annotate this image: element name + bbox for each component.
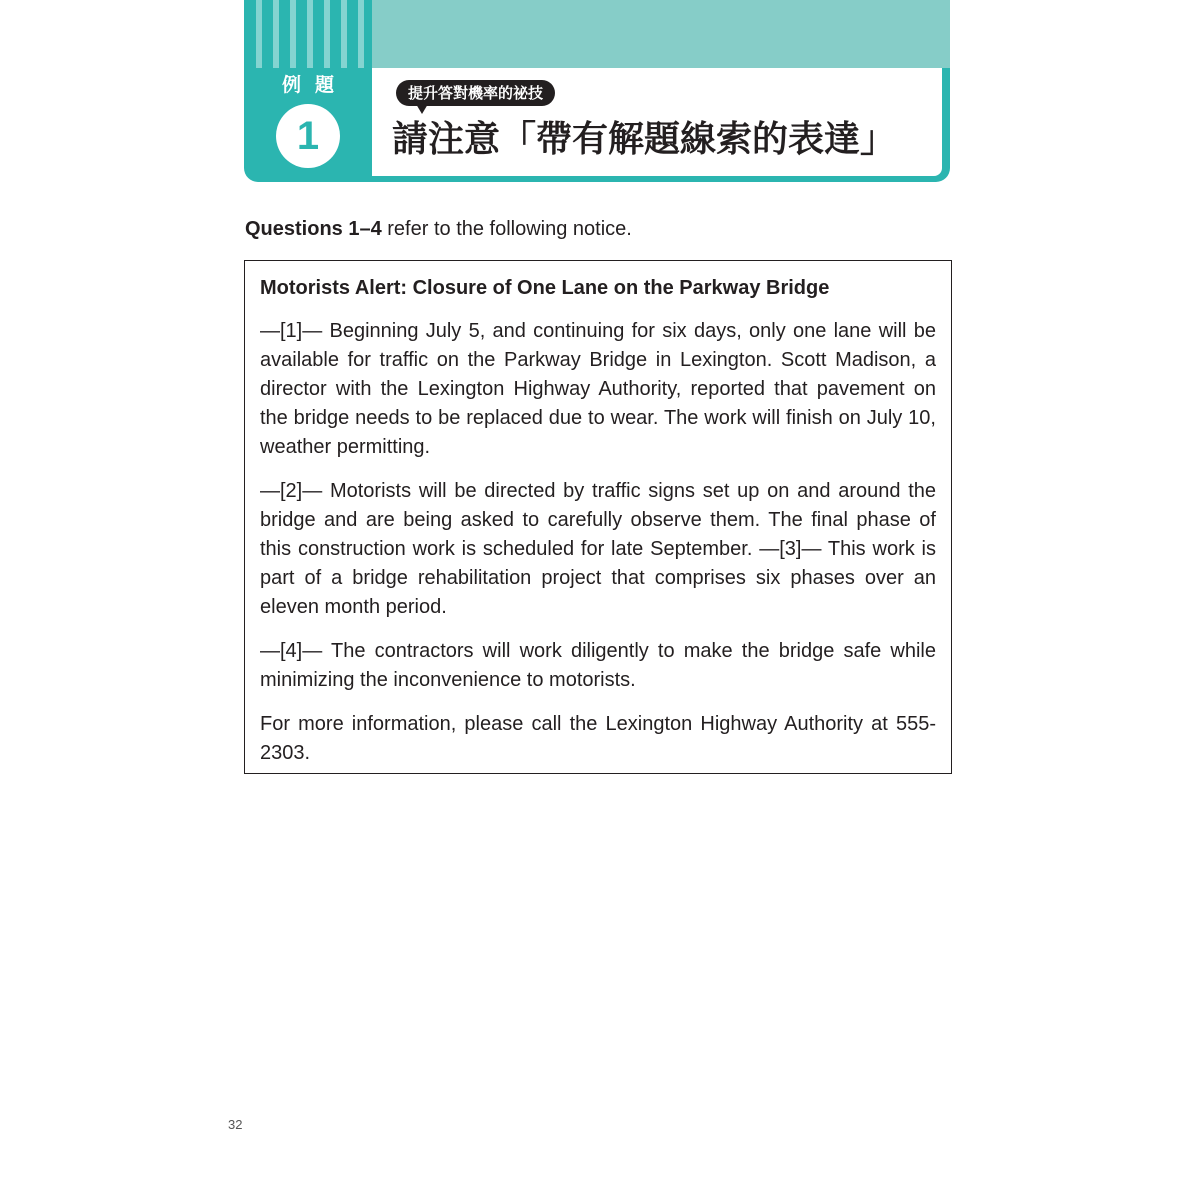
notice-paragraph-4: For more information, please call the Lexington Highway Authority at 555-2303.	[260, 713, 936, 764]
tip-speech-bubble: 提升答對機率的祕技	[396, 80, 555, 106]
decorative-stripes	[256, 0, 368, 68]
intro-text: refer to the following notice.	[381, 218, 632, 240]
example-number-badge: 1	[276, 104, 340, 168]
notice-paragraph-3: —[4]— The contractors will work diligently to make the bridge safe while minimizing the inconvenience to motorists.	[260, 640, 936, 691]
questions-range: Questions 1–4	[245, 218, 382, 240]
notice-box	[244, 260, 952, 774]
page-number: 32	[228, 1117, 243, 1132]
notice-heading: Motorists Alert: Closure of One Lane on the Parkway Bridge	[260, 277, 830, 299]
notice-paragraph-2: —[2]— Motorists will be directed by traffic signs set up on and around the bridge and are being asked to carefully observe them. The final phase of this construction work is scheduled for late September. —[3]— This work is part of a bridge rehabilitation project that comprises six phases over an eleven month period.	[260, 480, 936, 618]
page-title: 請注意「帶有解題線索的表達」	[392, 119, 897, 160]
banner-top-bar	[372, 0, 950, 68]
example-label: 例題	[281, 74, 348, 96]
example-header-banner	[244, 0, 950, 182]
notice-paragraph-1: —[1]— Beginning July 5, and continuing for six days, only one lane will be available for traffic on the Parkway Bridge in Lexington. Scott Madison, a director with the Lexington Highway Authority, reported that pavement on the bridge needs to be replaced due to wear. The work will finish on July 10, weather permitting.	[260, 320, 936, 458]
title-panel	[372, 68, 942, 176]
speech-bubble-tail-icon	[416, 104, 428, 114]
questions-intro	[245, 216, 632, 242]
